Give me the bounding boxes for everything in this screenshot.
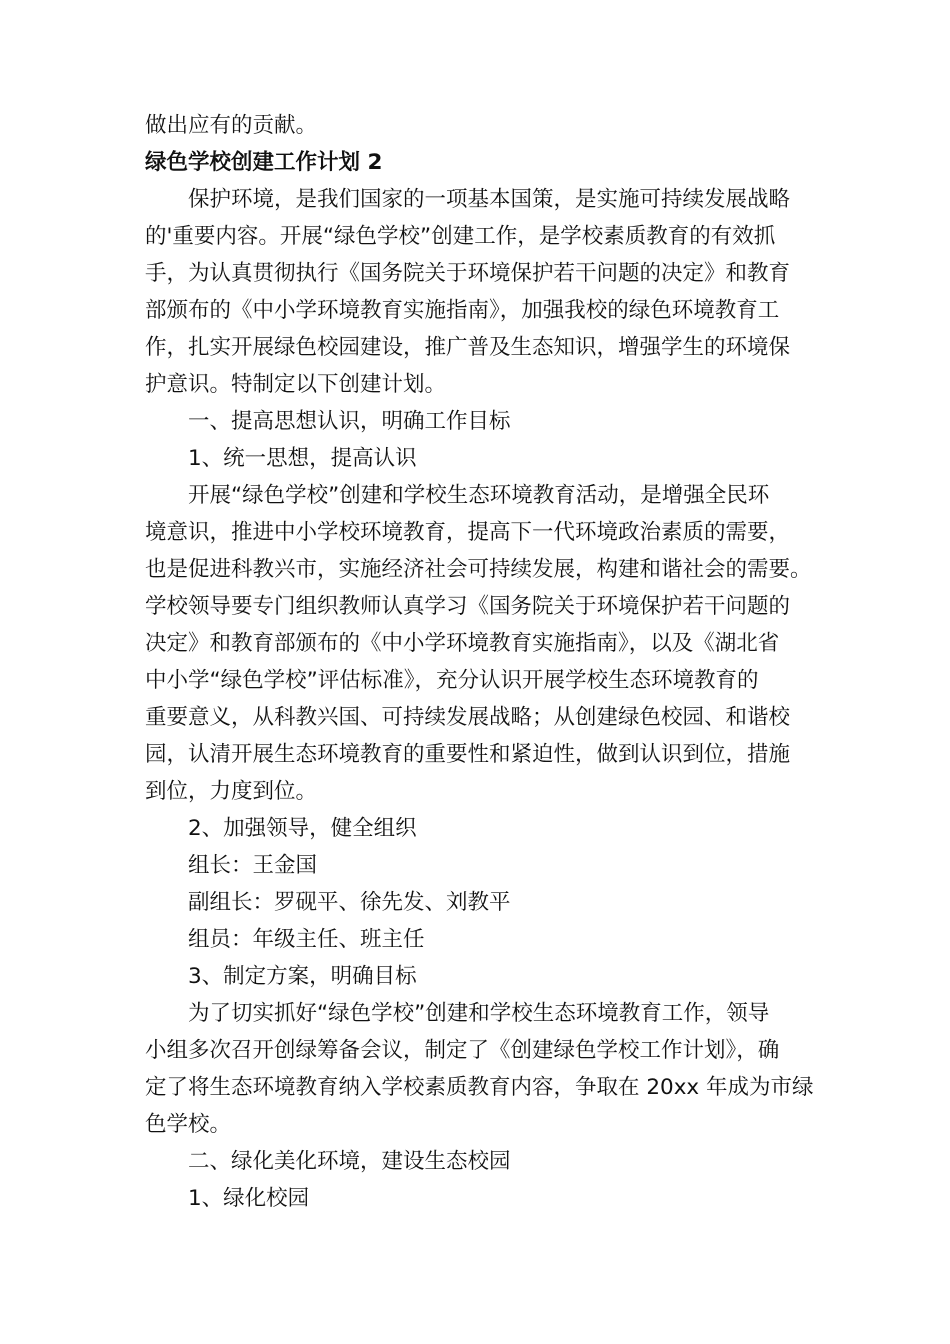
paragraph-line: 到位，力度到位。 <box>145 779 318 804</box>
paragraph-line: 中小学“绿色学校”评估标准》，充分认识开展学校生态环境教育的 <box>145 668 759 693</box>
paragraph-line: 也是促进科教兴市，实施经济社会可持续发展，构建和谐社会的需要。 <box>145 557 812 582</box>
leader-text: 组长：王金国 <box>188 853 318 878</box>
paragraph-line: 作，扎实开展绿色校园建设，推广普及生态知识，增强学生的环境保 <box>145 335 791 360</box>
item2-heading: 2、加强领导，健全组织 <box>188 816 417 841</box>
paragraph-line: 开展“绿色学校”创建和学校生态环境教育活动，是增强全民环 <box>188 483 770 508</box>
paragraph-line: 境意识，推进中小学校环境教育，提高下一代环境政治素质的需要， <box>145 520 791 545</box>
continuation-text: 做出应有的贡献。 <box>145 113 318 138</box>
section-title: 绿色学校创建工作计划 2 <box>145 150 383 175</box>
paragraph-line: 定了将生态环境教育纳入学校素质教育内容，争取在 20xx 年成为市绿 <box>145 1075 814 1100</box>
item1-paragraph <box>145 477 810 810</box>
paragraph-line: 小组多次召开创绿筹备会议，制定了《创建绿色学校工作计划》，确 <box>145 1038 780 1063</box>
members-text: 组员：年级主任、班主任 <box>188 927 425 952</box>
item3-heading: 3、制定方案，明确目标 <box>188 964 417 989</box>
paragraph-line: 决定》和教育部颁布的《中小学环境教育实施指南》，以及《湖北省 <box>145 631 780 656</box>
part2-heading: 二、绿化美化环境，建设生态校园 <box>188 1149 511 1174</box>
intro-paragraph <box>145 181 810 403</box>
paragraph-line: 护意识。特制定以下创建计划。 <box>145 372 447 397</box>
paragraph-line: 重要意义，从科教兴国、可持续发展战略；从创建绿色校园、和谐校 <box>145 705 791 730</box>
document-body <box>145 107 814 1217</box>
paragraph-line: 为了切实抓好“绿色学校”创建和学校生态环境教育工作，领导 <box>188 1001 770 1026</box>
paragraph-line: 色学校。 <box>145 1112 232 1137</box>
paragraph-line: 手，为认真贯彻执行《国务院关于环境保护若干问题的决定》和教育 <box>145 261 791 286</box>
item1-heading: 1、统一思想，提高认识 <box>188 446 417 471</box>
deputy-leaders-text: 副组长：罗砚平、徐先发、刘教平 <box>188 890 511 915</box>
paragraph-line: 保护环境，是我们国家的一项基本国策，是实施可持续发展战略 <box>188 187 791 212</box>
paragraph-line: 部颁布的《中小学环境教育实施指南》，加强我校的绿色环境教育工 <box>145 298 780 323</box>
paragraph-line: 学校领导要专门组织教师认真学习《国务院关于环境保护若干问题的 <box>145 594 791 619</box>
item3-paragraph <box>145 995 814 1143</box>
paragraph-line: 园，认清开展生态环境教育的重要性和紧迫性，做到认识到位，措施 <box>145 742 791 767</box>
paragraph-line: 的'重要内容。开展“绿色学校”创建工作，是学校素质教育的有效抓 <box>145 224 776 249</box>
part1-heading: 一、提高思想认识，明确工作目标 <box>188 409 511 434</box>
part2-item1-heading: 1、绿化校园 <box>188 1186 310 1211</box>
